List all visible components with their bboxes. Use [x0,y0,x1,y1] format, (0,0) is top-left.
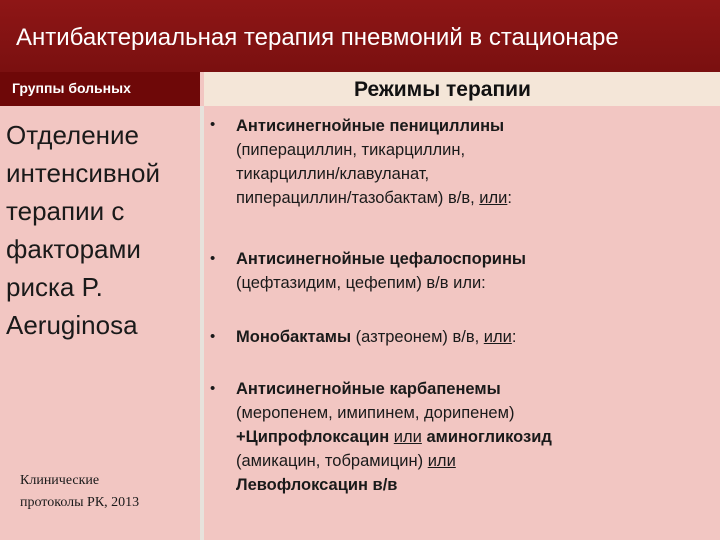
groups-header [0,72,200,106]
regimen-heading: Антисинегнойные пенициллины [236,117,505,135]
patient-group-line: факторами [6,234,141,264]
regimen-heading: Антисинегнойные карбапенемы [236,380,501,398]
regimen-heading: Антисинегнойные цефалоспорины [236,250,527,268]
source-line: Клинические [20,473,100,488]
patient-group [6,116,160,344]
regimens-header-label: Режимы терапии [354,78,531,101]
title-bar [0,0,720,72]
or-word: или [479,189,508,207]
regimen-detail: (амикацин, тобрамицин) [236,452,428,470]
bullet-icon: • [210,328,216,345]
patient-group-line: Aeruginosa [6,310,138,340]
slide-title: Антибактериальная терапия пневмоний в стационаре [16,24,619,51]
bullet-icon: • [210,380,216,397]
ciprofloxacin-label: +Ципрофлоксацин [236,428,390,446]
or-word: или [427,452,456,470]
patient-group-line: риска P. [6,272,103,302]
regimen-heading: Монобактамы [236,328,352,346]
colon: : [507,189,512,207]
source-reference [20,470,139,514]
aminoglycoside-label: аминогликозид [426,428,552,446]
patient-group-line: Отделение [6,120,140,150]
regimen-item-cephalosporins [236,247,526,295]
or-word: или [483,328,512,346]
regimen-detail: (меропенем, имипинем, дорипенем) [236,404,515,422]
source-line: протоколы РК, 2013 [20,495,140,510]
regimen-detail: тикарциллин/клавуланат, [236,165,430,183]
patient-group-line: интенсивной [6,158,160,188]
regimen-detail: (цефтазидим, цефепим) в/в или: [236,274,486,292]
regimen-item-penicillins [236,114,512,210]
regimen-detail: (пиперациллин, тикарциллин, [236,141,466,159]
regimen-detail: (азтреонем) в/в, [351,328,484,346]
bullet-icon: • [210,250,216,267]
regimen-item-monobactams [236,325,516,349]
regimens-header [204,72,720,106]
levofloxacin-label: Левофлоксацин в/в [236,476,398,494]
or-word: или [393,428,422,446]
colon: : [511,328,517,346]
patient-group-line: терапии с [6,196,125,226]
bullet-icon: • [210,116,216,133]
regimen-detail: пиперациллин/тазобактам) в/в, [236,189,480,207]
groups-header-label: Группы больных [12,80,131,96]
regimen-item-carbapenems [236,377,552,497]
